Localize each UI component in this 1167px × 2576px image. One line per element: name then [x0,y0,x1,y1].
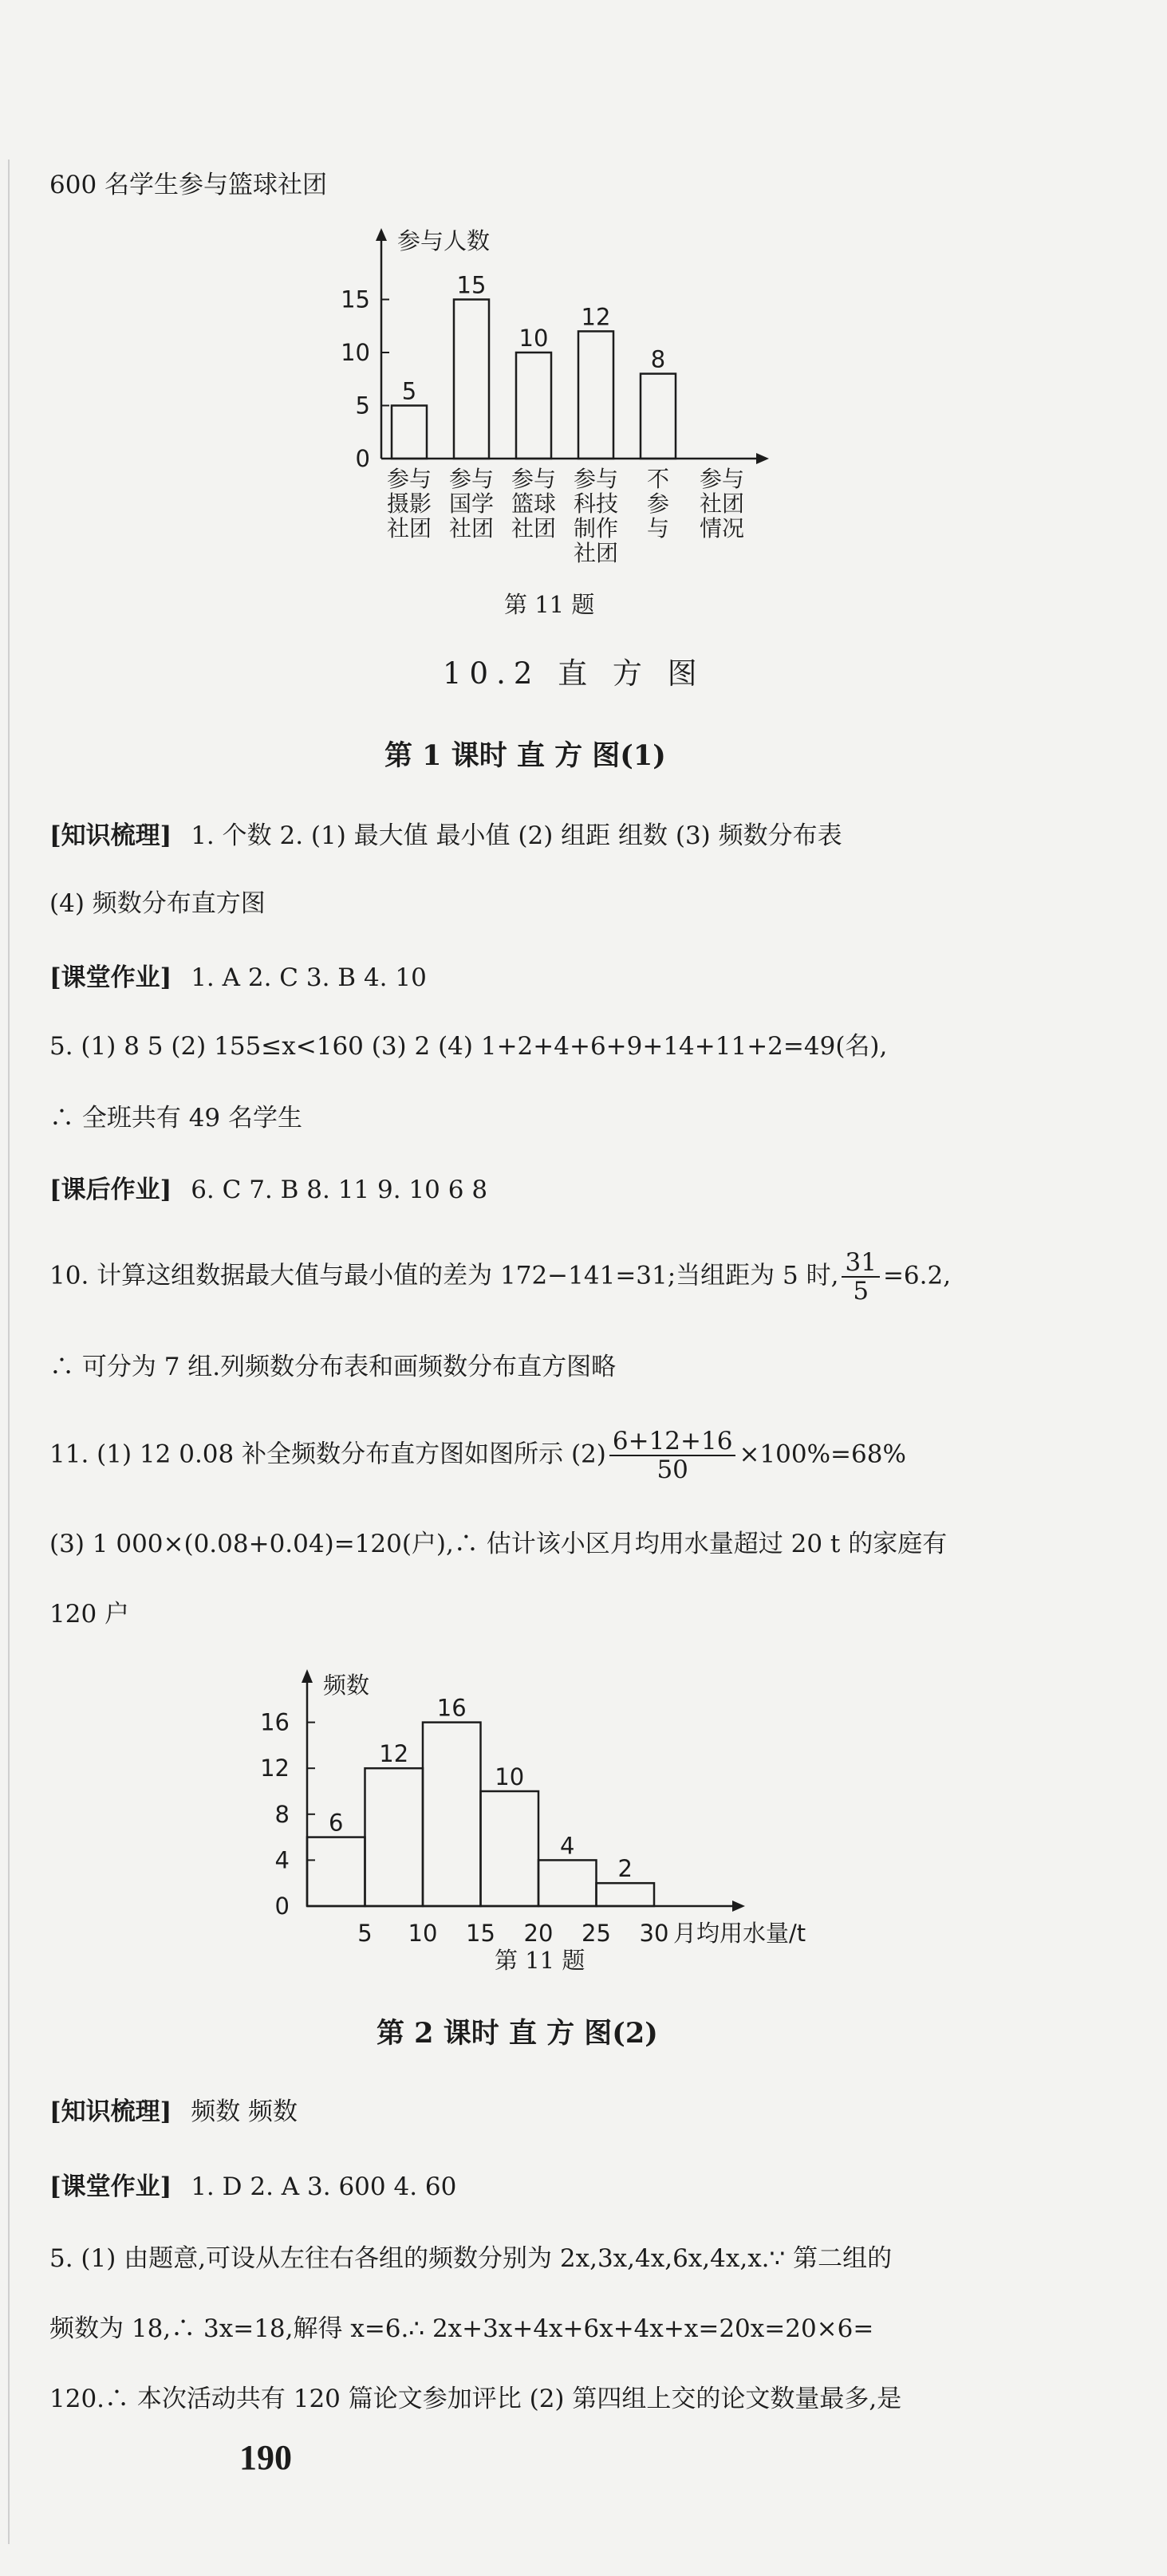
lesson1-q11-line3: 120 户 [49,1600,130,1629]
bar-chart-club-participation [319,223,798,606]
chart1-category-label: 不 [646,466,670,492]
chart1-bar [454,300,489,459]
chart1-category-label: 参与 [386,466,432,492]
q11-text: 11. (1) 12 0.08 补全频数分布直方图如图所示 (2) [49,1440,606,1469]
lesson1-q5-line1: 5. (1) 8 5 (2) 155≤x<160 (3) 2 (4) 1+2+4+6+9+14+11+2=49(名), [49,1032,888,1061]
chart2-x-tick-label: 20 [523,1920,554,1947]
text-top-line: 600 名学生参与篮球社团 [49,171,328,199]
chart2-x-tick-label: 10 [408,1920,438,1947]
classwork-answers-2: 1. D 2. A 3. 600 4. 60 [191,2172,457,2201]
chart2-bar-value: 2 [617,1855,633,1883]
lesson2-q5-line3: 120.∴ 本次活动共有 120 篇论文参加评比 (2) 第四组上交的论文数量最多,是 [49,2385,902,2413]
lesson1-title: 第 1 课时 直 方 图(1) [384,739,666,772]
chart2-x-tick-label: 25 [582,1920,611,1947]
q10-fraction [842,1249,879,1305]
page-number: 190 [239,2438,292,2477]
q11-frac-num: 6+12+16 [609,1428,736,1456]
chart2-bar [481,1791,539,1906]
chart1-caption: 第 11 题 [504,591,595,618]
q11-result: ×100%=68% [739,1440,906,1469]
tag-homework: [课后作业] [49,1176,172,1204]
knowledge-answers: 1. 个数 2. (1) 最大值 最小值 (2) 组距 组数 (3) 频数分布表 [191,821,842,850]
section-title: 10.2 直 方 图 [443,656,705,691]
chart2-y-tick-label: 0 [274,1893,290,1920]
chart1-category-label: 与 [646,515,670,542]
lesson1-knowledge-cont: (4) 频数分布直方图 [49,889,266,918]
chart1-category-label: 社团 [511,515,557,542]
chart1-y-tick-label: 10 [341,339,370,366]
chart1-bar [516,353,551,459]
chart1-category-label: 制作 [573,515,619,542]
q11-frac-den: 50 [656,1455,688,1484]
chart2-bar-value: 10 [495,1763,525,1790]
lesson2-q5-line2: 频数为 18,∴ 3x=18,解得 x=6.∴ 2x+3x+4x+6x+4x+x=20x=20×6= [49,2314,874,2343]
chart2-bar [538,1860,597,1906]
chart1-bar-value: 5 [401,377,417,405]
chart1-category-label: 篮球 [511,490,557,517]
chart1-axis-label: 社团 [699,490,745,517]
chart1-bar [578,331,613,459]
chart2-y-arrow [302,1669,313,1683]
q10-text: 10. 计算这组数据最大值与最小值的差为 172−141=31;当组距为 5 时, [49,1261,839,1290]
tag-knowledge: [知识梳理] [49,821,172,850]
chart1-category-label: 社团 [573,540,619,566]
tag-knowledge-2: [知识梳理] [49,2097,172,2126]
lesson1-homework-line [49,1174,487,1206]
chart2-bar [307,1837,365,1906]
lesson1-q11-line2: (3) 1 000×(0.08+0.04)=120(户),∴ 估计该小区月均用水量超过 20 t 的家庭有 [49,1530,948,1558]
chart1-bar [641,374,676,459]
knowledge-answers-2: 频数 频数 [191,2097,298,2126]
tag-classwork-2: [课堂作业] [49,2172,172,2201]
chart2-bar [597,1883,655,1906]
chart1-category-label: 摄影 [386,490,432,517]
chart2-x-label: 月均用水量/t [673,1920,806,1947]
lesson1-q10-line1 [49,1249,951,1305]
chart1-category-label: 参与 [573,466,619,492]
chart1-category-label: 参与 [448,466,495,492]
chart1-category-label: 社团 [448,515,495,542]
chart1-category-label: 参 [646,490,670,517]
lesson1-q11-line1 [49,1428,906,1483]
chart2-bar-value: 4 [560,1832,575,1860]
chart2-bar-value: 12 [379,1740,409,1768]
chart1-bar-value: 8 [650,345,666,373]
chart2-y-tick-label: 8 [274,1800,290,1828]
chart1-category-label: 社团 [386,515,432,542]
chart2-y-tick-label: 16 [260,1708,290,1736]
chart1-axis-label: 情况 [699,515,745,542]
chart2-x-tick-label: 5 [357,1920,373,1947]
chart2-caption: 第 11 题 [495,1947,585,1974]
q10-result: =6.2, [882,1261,952,1290]
chart2-bar [423,1723,481,1906]
q10-frac-den: 5 [853,1277,869,1306]
tag-classwork: [课堂作业] [49,963,172,992]
lesson1-q10-line2: ∴ 可分为 7 组.列频数分布表和画频数分布直方图略 [49,1353,617,1381]
chart1-y-arrow [376,228,387,241]
lesson2-classwork-line [49,2171,456,2203]
lesson1-q5-line2: ∴ 全班共有 49 名学生 [49,1104,303,1132]
chart1-bar-value: 12 [581,303,611,331]
chart2-y-label: 频数 [323,1672,370,1699]
chart2-bar [365,1768,424,1906]
chart1-category-label: 科技 [573,490,619,517]
lesson1-knowledge-line [49,820,842,852]
chart1-y-label: 参与人数 [397,227,491,254]
chart2-y-tick-label: 4 [274,1846,290,1874]
margin-line [8,160,10,2544]
chart1-category-label: 参与 [511,466,557,492]
chart2-y-tick-label: 12 [260,1755,290,1782]
chart1-x-arrow [756,453,769,464]
lesson2-title: 第 2 课时 直 方 图(2) [377,2017,658,2050]
q10-frac-num: 31 [842,1249,879,1278]
chart1-bar-value: 15 [456,271,487,299]
chart2-bar-value: 6 [329,1809,344,1837]
classwork-answers: 1. A 2. C 3. B 4. 10 [191,963,427,992]
homework-answers: 6. C 7. B 8. 11 9. 10 6 8 [191,1176,488,1204]
histogram-water-usage [255,1663,877,1954]
chart1-y-tick-label: 0 [355,445,370,472]
chart1-bar [392,406,427,459]
q11-fraction [609,1428,736,1483]
lesson2-knowledge-line [49,2096,298,2128]
chart1-bar-value: 10 [518,325,549,352]
chart1-axis-label: 参与 [699,466,745,492]
chart2-x-tick-label: 15 [466,1920,495,1947]
lesson1-classwork-line [49,962,427,994]
chart2-x-arrow [732,1900,745,1912]
chart1-y-tick-label: 5 [355,392,370,419]
chart2-x-tick-label: 30 [639,1920,669,1947]
chart2-bar-value: 16 [436,1694,467,1722]
lesson2-q5-line1: 5. (1) 由题意,可设从左往右各组的频数分别为 2x,3x,4x,6x,4x,x.∵ 第二组的 [49,2244,893,2273]
chart1-category-label: 国学 [448,490,495,517]
chart1-y-tick-label: 15 [341,286,370,313]
